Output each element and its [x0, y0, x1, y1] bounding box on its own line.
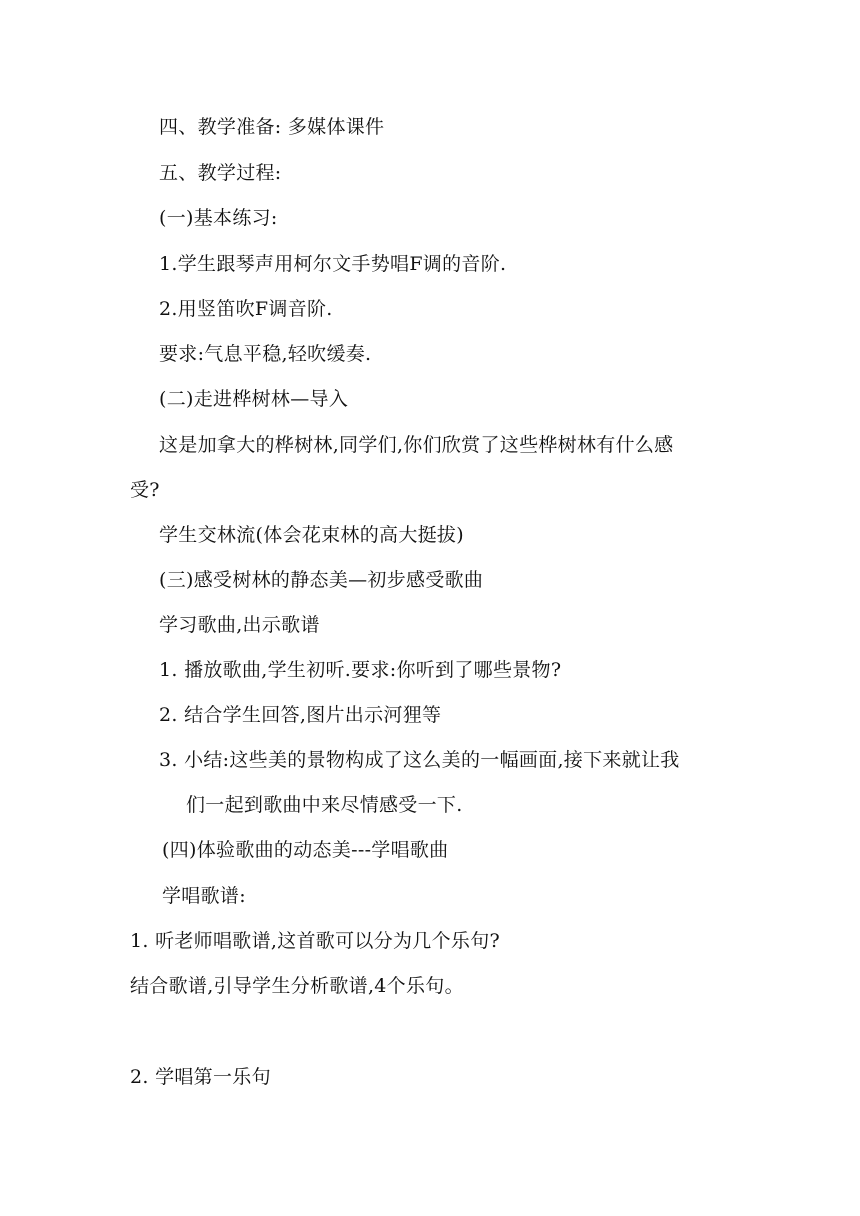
list-item-text: 1.学生跟琴声用柯尔文手势唱F调的音阶. [159, 253, 507, 275]
paragraph-text: 学唱歌谱: [162, 885, 246, 907]
subsection-heading-basic-practice: (一)基本练习: [159, 207, 278, 229]
subsection-heading-intro: (二)走进桦树林—导入 [159, 388, 349, 410]
subsection-heading-dynamic-beauty: (四)体验歌曲的动态美---学唱歌曲 [162, 839, 449, 861]
list-item-text-continuation: 们一起到歌曲中来尽情感受一下. [186, 794, 463, 816]
paragraph-text: 学生交林流(体会花束林的高大挺拔) [159, 524, 464, 546]
section-heading-preparation: 四、教学准备: 多媒体课件 [159, 116, 385, 138]
list-item-text: 2.用竖笛吹F调音阶. [159, 298, 333, 320]
paragraph-text-continuation: 受? [130, 479, 160, 501]
section-heading-process: 五、教学过程: [159, 162, 282, 184]
paragraph-text: 学习歌曲,出示歌谱 [159, 614, 320, 636]
list-item-text: 2. 学唱第一乐句 [130, 1066, 271, 1088]
list-item-text: 1. 播放歌曲,学生初听.要求:你听到了哪些景物? [159, 659, 562, 681]
paragraph-text: 要求:气息平稳,轻吹缓奏. [159, 343, 372, 365]
list-item-text: 1. 听老师唱歌谱,这首歌可以分为几个乐句? [130, 930, 500, 952]
list-item-text: 3. 小结:这些美的景物构成了这么美的一幅画面,接下来就让我 [159, 749, 680, 771]
subsection-heading-static-beauty: (三)感受树林的静态美—初步感受歌曲 [159, 569, 484, 591]
paragraph-text: 这是加拿大的桦树林,同学们,你们欣赏了这些桦树林有什么感 [159, 434, 674, 456]
list-item-text: 2. 结合学生回答,图片出示河狸等 [159, 704, 442, 726]
paragraph-text: 结合歌谱,引导学生分析歌谱,4个乐句。 [130, 975, 464, 997]
